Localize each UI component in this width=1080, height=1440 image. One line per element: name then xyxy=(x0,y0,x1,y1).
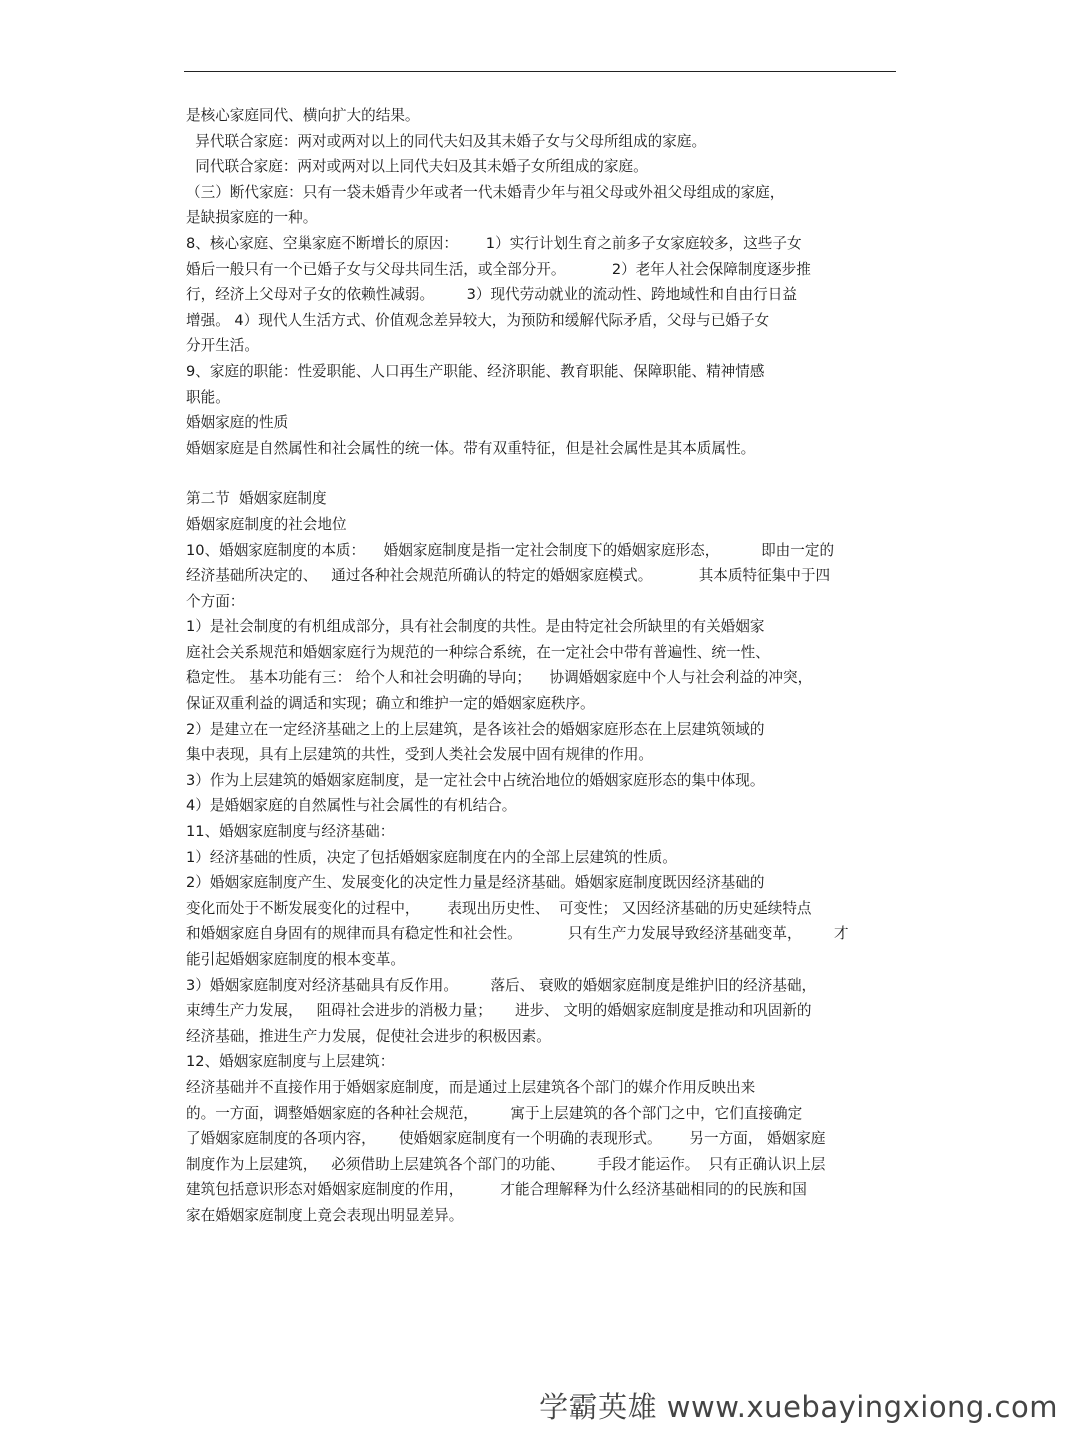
text-line: 的。一方面，调整婚姻家庭的各种社会规范， 寓于上层建筑的各个部门之中，它们直接确定 xyxy=(186,1104,803,1122)
text-line: 婚后一般只有一个已婚子女与父母共同生活，或全部分开。 2）老年人社会保障制度逐步推 xyxy=(186,260,811,278)
text-line: 经济基础并不直接作用于婚姻家庭制度，而是通过上层建筑各个部门的媒介作用反映出来 xyxy=(186,1078,756,1096)
text-line: 和婚姻家庭自身固有的规律而具有稳定性和社会性。 只有生产力发展导致经济基础变革， 才 xyxy=(186,925,849,943)
subheading: 婚姻家庭制度的社会地位 xyxy=(186,515,347,533)
text-line: 3）婚姻家庭制度对经济基础具有反作用。 落后、 衰败的婚姻家庭制度是维护旧的经济基础， xyxy=(186,976,817,994)
text-line: 家在婚姻家庭制度上竟会表现出明显差异。 xyxy=(186,1206,464,1224)
site-watermark: 学霸英雄 www.xuebayingxiong.com xyxy=(539,1390,1058,1424)
text-line: 能引起婚姻家庭制度的根本变革。 xyxy=(186,951,405,968)
text-line: 分开生活。 xyxy=(186,337,259,355)
text-line: 异代联合家庭：两对或两对以上的同代夫妇及其未婚子女与父母所组成的家庭。 xyxy=(186,132,707,150)
text-line: 3）作为上层建筑的婚姻家庭制度，是一定社会中占统治地位的婚姻家庭形态的集中体现。 xyxy=(186,771,765,789)
section-family-types xyxy=(186,103,898,461)
text-line: 了婚姻家庭制度的各项内容， 使婚姻家庭制度有一个明确的表现形式。 另一方面， 婚姻家庭 xyxy=(186,1130,826,1148)
text-line: 同代联合家庭：两对或两对以上同代夫妇及其未婚子女所组成的家庭。 xyxy=(186,158,648,176)
text-line: 12、婚姻家庭制度与上层建筑： xyxy=(186,1053,395,1071)
text-line: 婚姻家庭的性质 xyxy=(186,414,289,432)
text-line: 建筑包括意识形态对婚姻家庭制度的作用， 才能合理解释为什么经济基础相同的的民族和国 xyxy=(186,1181,807,1199)
text-line: 个方面： xyxy=(186,592,245,610)
document-body xyxy=(186,103,898,1229)
section-heading: 第二节 婚姻家庭制度 xyxy=(186,490,327,508)
text-line: 2）是建立在一定经济基础之上的上层建筑，是各该社会的婚姻家庭形态在上层建筑领域的 xyxy=(186,720,765,738)
text-line: 集中表现，具有上层建筑的共性，受到人类社会发展中固有规律的作用。 xyxy=(186,746,654,764)
paragraph-gap xyxy=(186,461,898,486)
text-line: 行，经济上父母对子女的依赖性减弱。 3）现代劳动就业的流动性、跨地域性和自由行日益 xyxy=(186,286,797,304)
text-line: 经济基础所决定的、 通过各种社会规范所确认的特定的婚姻家庭模式。 其本质特征集中于四 xyxy=(186,567,831,585)
text-line: 4）是婚姻家庭的自然属性与社会属性的有机结合。 xyxy=(186,797,517,815)
text-line: 婚姻家庭是自然属性和社会属性的统一体。带有双重特征，但是社会属性是其本质属性。 xyxy=(186,439,756,457)
text-line: 增强。 4）现代人生活方式、价值观念差异较大，为预防和缓解代际矛盾，父母与已婚子女 xyxy=(186,311,770,329)
text-line: 庭社会关系规范和婚姻家庭行为规范的一种综合系统，在一定社会中带有普遍性、统一性、 xyxy=(186,643,770,661)
text-line: 是缺损家庭的一种。 xyxy=(186,209,318,227)
text-line: 11、婚姻家庭制度与经济基础： xyxy=(186,823,395,841)
text-line: 1）是社会制度的有机组成部分，具有社会制度的共性。是由特定社会所缺里的有关婚姻家 xyxy=(186,618,765,636)
text-line: （三）断代家庭：只有一袋未婚青少年或者一代未婚青少年与祖父母或外祖父母组成的家庭， xyxy=(186,183,785,201)
text-line: 束缚生产力发展， 阻碍社会进步的消极力量； 进步、 文明的婚姻家庭制度是推动和巩固新的 xyxy=(186,1002,812,1020)
text-line: 8、核心家庭、空巢家庭不断增长的原因： 1）实行计划生育之前多子女家庭较多，这些子女 xyxy=(186,234,802,252)
section-marriage-system xyxy=(186,486,898,1228)
text-line: 制度作为上层建筑， 必须借助上层建筑各个部门的功能、 手段才能运作。 只有正确认识上层 xyxy=(186,1155,826,1173)
header-rule xyxy=(184,71,896,72)
text-line: 2）婚姻家庭制度产生、发展变化的决定性力量是经济基础。婚姻家庭制度既因经济基础的 xyxy=(186,874,765,892)
text-line: 经济基础，推进生产力发展，促使社会进步的积极因素。 xyxy=(186,1027,551,1045)
text-line: 10、婚姻家庭制度的本质： 婚姻家庭制度是指一定社会制度下的婚姻家庭形态， 即由一定的 xyxy=(186,541,835,559)
text-line: 变化而处于不断发展变化的过程中， 表现出历史性、 可变性； 又因经济基础的历史延续特点 xyxy=(186,899,812,917)
text-line: 是核心家庭同代、横向扩大的结果。 xyxy=(186,107,420,124)
text-line: 保证双重利益的调适和实现；确立和维护一定的婚姻家庭秩序。 xyxy=(186,695,595,713)
text-line: 稳定性。 基本功能有三： 给个人和社会明确的导向； 协调婚姻家庭中个人与社会利益的冲突， xyxy=(186,669,813,687)
text-line: 9、家庭的职能：性爱职能、人口再生产职能、经济职能、教育职能、保障职能、精神情感 xyxy=(186,362,765,380)
text-line: 1）经济基础的性质，决定了包括婚姻家庭制度在内的全部上层建筑的性质。 xyxy=(186,848,677,866)
text-line: 职能。 xyxy=(186,388,230,406)
